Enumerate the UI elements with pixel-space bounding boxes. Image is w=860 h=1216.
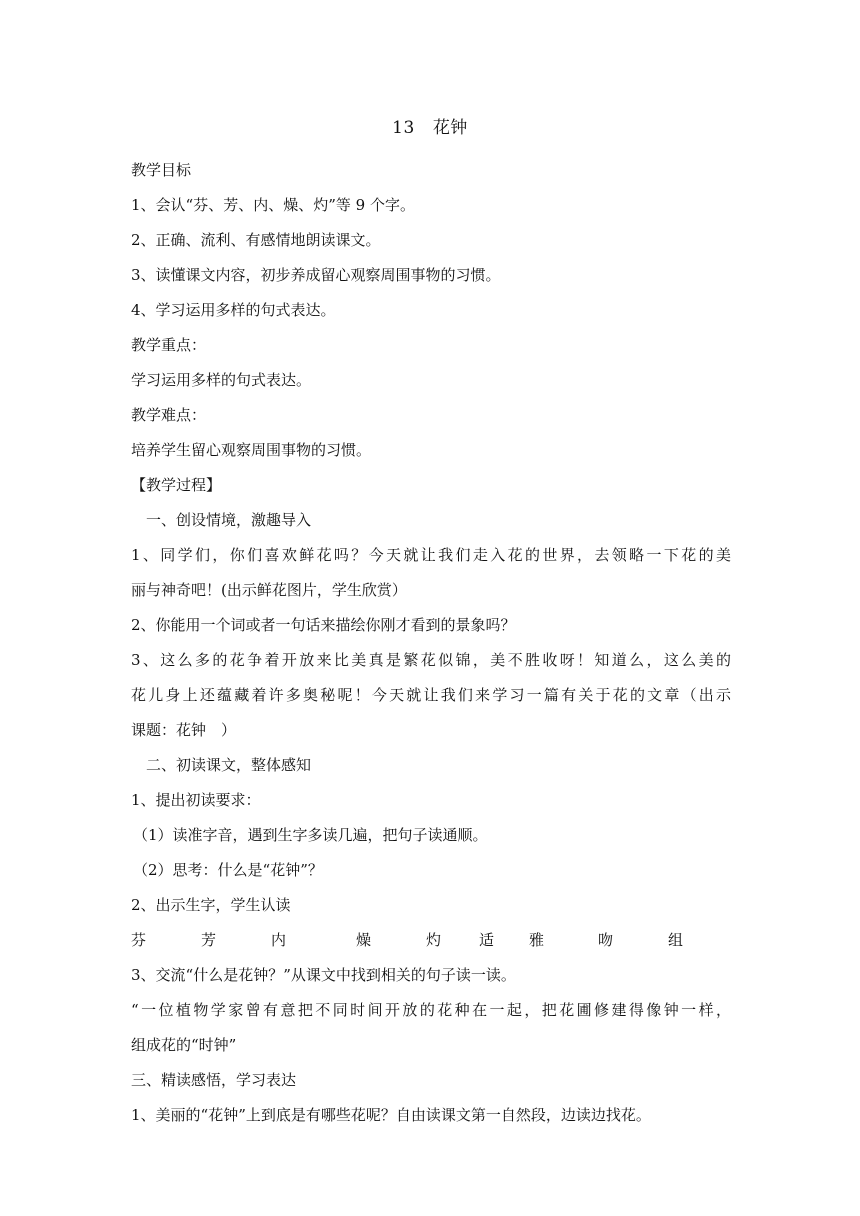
lesson-body [131, 153, 731, 1133]
paragraph-line: 1、同学们，你们喜欢鲜花吗？今天就让我们走入花的世界，去领略一下花的美 [131, 546, 731, 564]
difficulty-text: 培养学生留心观察周围事物的习惯。 [131, 441, 372, 459]
paragraph-line: 花儿身上还蕴藏着许多奥秘呢！今天就让我们来学习一篇有关于花的文章（出示 [131, 686, 731, 704]
new-character: 灼 [426, 931, 442, 949]
paragraph-line: 3、这么多的花争着开放来比美真是繁花似锦，美不胜收呀！知道么，这么美的 [131, 651, 731, 669]
paragraph-line: 1、提出初读要求： [131, 791, 261, 809]
section-heading-process: 【教学过程】 [131, 476, 222, 494]
section-heading-objectives: 教学目标 [131, 161, 192, 179]
paragraph-line: （1）读准字音，遇到生字多读几遍，把句子读通顺。 [133, 826, 488, 844]
new-character: 吻 [598, 931, 614, 949]
paragraph-line: （2）思考：什么是“花钟”？ [133, 861, 323, 879]
new-character: 芬 [131, 931, 147, 949]
new-character: 雅 [529, 931, 545, 949]
key-point-text: 学习运用多样的句式表达。 [131, 371, 312, 389]
step-heading: 一、创设情境，激趣导入 [146, 511, 312, 529]
paragraph-line: 丽与神奇吧！(出示鲜花图片，学生欣赏） [131, 581, 407, 599]
new-character: 燥 [356, 931, 372, 949]
paragraph-line: 1、美丽的“花钟”上到底是有哪些花呢？自由读课文第一自然段，边读边找花。 [131, 1106, 651, 1124]
new-character: 适 [479, 931, 495, 949]
new-character: 芳 [201, 931, 217, 949]
lesson-number: 13 [392, 118, 415, 138]
quote-line: “一位植物学家曾有意把不同时间开放的花种在一起，把花圃修建得像钟一样， [131, 1001, 731, 1019]
paragraph-line: 2、出示生字，学生认读 [131, 896, 291, 914]
section-heading-key-points: 教学重点： [131, 336, 207, 354]
lesson-title [0, 116, 860, 140]
step-heading: 三、精读感悟，学习表达 [131, 1071, 297, 1089]
objective-item: 4、学习运用多样的句式表达。 [131, 301, 336, 319]
objective-item: 2、正确、流利、有感情地朗读课文。 [131, 231, 381, 249]
step-heading: 二、初读课文，整体感知 [146, 756, 312, 774]
objective-item: 1、会认“芬、芳、内、燥、灼”等 9 个字。 [131, 196, 415, 214]
section-heading-difficulties: 教学难点： [131, 406, 207, 424]
objective-item: 3、读懂课文内容，初步养成留心观察周围事物的习惯。 [131, 266, 501, 284]
paragraph-line: 课题：花钟 ） [131, 721, 237, 739]
paragraph-line: 3、交流“什么是花钟？”从课文中找到相关的句子读一读。 [131, 966, 516, 984]
lesson-title-text: 花钟 [432, 118, 468, 138]
paragraph-line: 2、你能用一个词或者一句话来描绘你刚才看到的景象吗？ [131, 616, 516, 634]
quote-line: 组成花的“时钟” [131, 1036, 237, 1054]
new-character: 组 [668, 931, 684, 949]
new-character: 内 [271, 931, 287, 949]
new-characters-row [131, 923, 731, 958]
